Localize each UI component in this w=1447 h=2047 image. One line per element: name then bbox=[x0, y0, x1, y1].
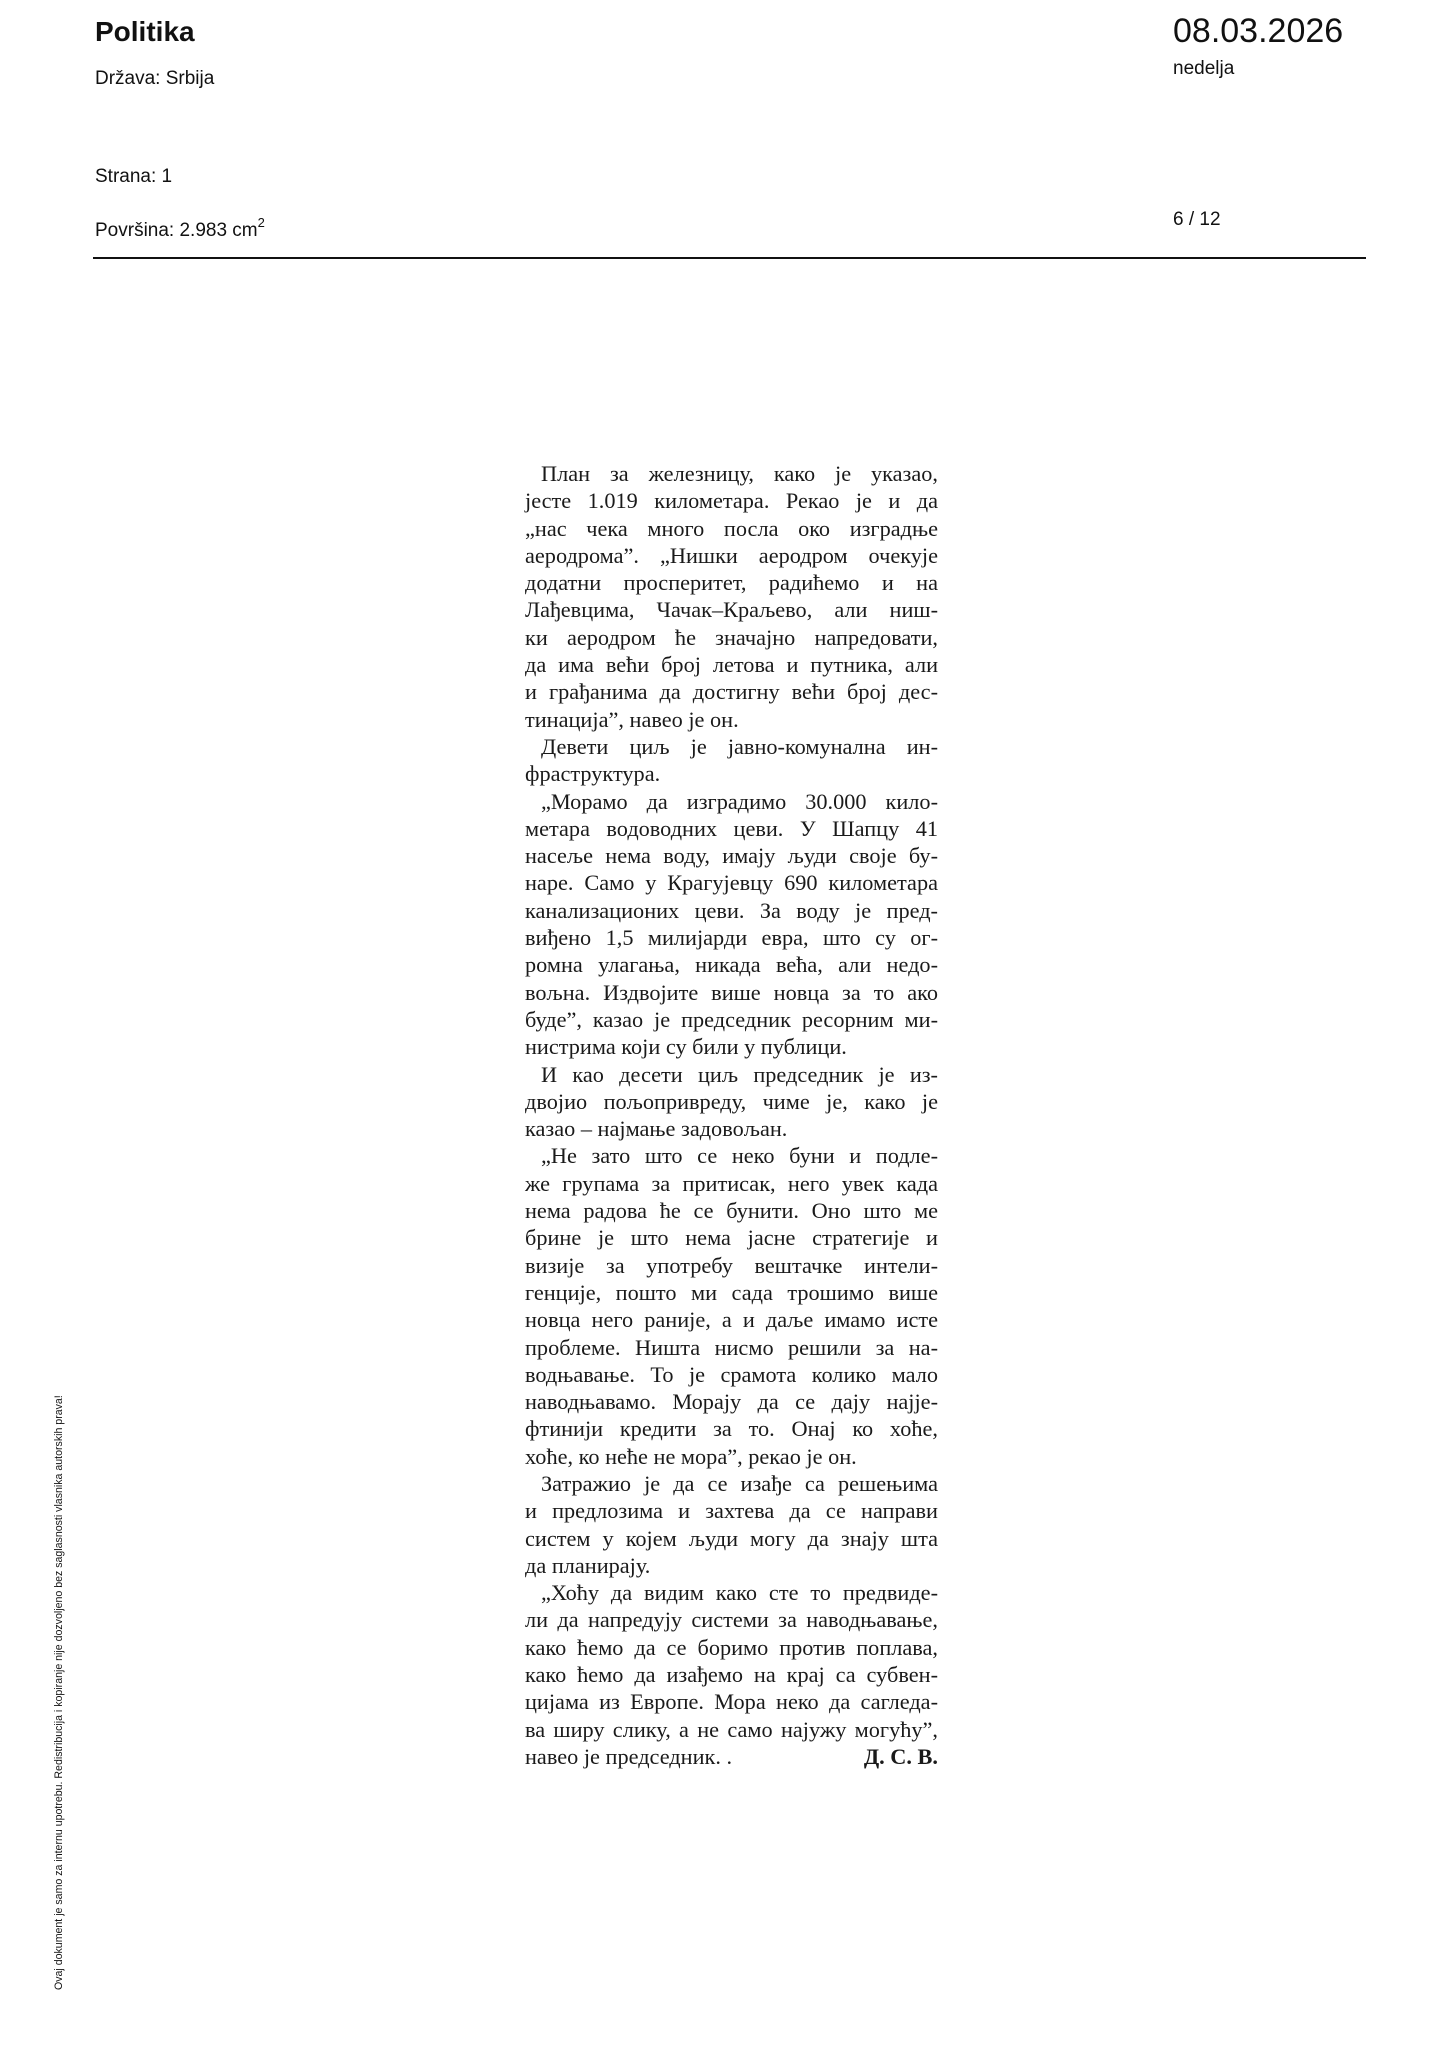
article-line: и грађанима да достигну већи број дес- bbox=[525, 679, 938, 705]
article-paragraph bbox=[525, 460, 938, 733]
article-line: проблеме. Ништа нисмо решили за на- bbox=[525, 1334, 938, 1360]
header-divider bbox=[93, 257, 1366, 259]
article-body bbox=[525, 460, 938, 1770]
article-line: „Морамо да изградимо 30.000 кило- bbox=[541, 788, 938, 814]
article-line: нема радова ће се бунити. Оно што ме bbox=[525, 1198, 938, 1224]
article-line: генције, пошто ми сада трошимо више bbox=[525, 1279, 938, 1305]
article-line: цијама из Европе. Мора неко да сагледа- bbox=[525, 1689, 938, 1715]
copyright-disclaimer: Ovaj dokument je samo za internu upotrebu. Redistribucija i kopiranje nije dozvoljeno bez saglasnosti vlasnika autorskih prava! bbox=[53, 1395, 65, 1990]
article-line: водњавање. То је срамота колико мало bbox=[525, 1361, 938, 1387]
article-line: „нас чека много посла око изградње bbox=[525, 515, 938, 541]
article-line: И као десети циљ председник је из- bbox=[541, 1061, 938, 1087]
article-line: казао – најмање задовољан. bbox=[525, 1116, 788, 1142]
page-number-label: Strana: 1 bbox=[95, 166, 173, 187]
article-line: како ћемо да изађемо на крај са субвен- bbox=[525, 1662, 938, 1688]
article-paragraph bbox=[525, 1470, 938, 1579]
article-paragraph bbox=[525, 788, 938, 1061]
article-line: да има већи број летова и путника, али bbox=[525, 652, 938, 678]
article-line: же групама за притисак, него увек када bbox=[525, 1170, 938, 1196]
article-line: аеродрома”. „Нишки аеродром очекује bbox=[525, 542, 938, 568]
article-line: јесте 1.019 километара. Рекао је и да bbox=[525, 488, 938, 514]
article-line: ки аеродром ће значајно напредовати, bbox=[525, 624, 938, 650]
article-line: буде”, казао је председник ресорним ми- bbox=[525, 1006, 938, 1032]
article-line: и предлозима и захтева да се направи bbox=[525, 1498, 938, 1524]
article-line: „Хоћу да видим како сте то предвиде- bbox=[541, 1580, 938, 1606]
article-line: ромна улагања, никада већа, али недо- bbox=[525, 952, 938, 978]
article-paragraph bbox=[525, 1142, 938, 1470]
article-closing-text: навео је председник. . bbox=[525, 1743, 733, 1769]
article-line: како ћемо да се боримо против поплава, bbox=[525, 1634, 938, 1660]
article-line: двојио пољопривреду, чиме је, како је bbox=[525, 1088, 938, 1114]
article-line: насеље нема воду, имају људи своје бу- bbox=[525, 843, 938, 869]
article-line: „Не зато што се неко буни и подле- bbox=[541, 1143, 938, 1169]
article-line: План за железницу, како је указао, bbox=[541, 461, 938, 486]
article-line: ли да напредују системи за наводњавање, bbox=[525, 1607, 938, 1633]
article-line: Девети циљ је јавно-комунална ин- bbox=[541, 733, 938, 759]
author-signature: Д. С. В. bbox=[863, 1743, 938, 1769]
article-line: новца него раније, а и даље имамо исте bbox=[525, 1307, 938, 1333]
article-line: систем у којем људи могу да знају шта bbox=[525, 1525, 938, 1551]
area-exponent: 2 bbox=[257, 215, 265, 230]
article-line: хоће, ко неће не мора”, рекао је он. bbox=[525, 1443, 857, 1469]
article-line: канализационих цеви. За воду је пред- bbox=[525, 897, 938, 923]
article-line: додатни просперитет, радићемо и на bbox=[525, 570, 938, 596]
article-paragraph bbox=[525, 1061, 938, 1143]
article-paragraph bbox=[525, 1579, 938, 1770]
article-line: Затражио је да се изађе са решењима bbox=[541, 1470, 938, 1496]
article-line: виђено 1,5 милијарди евра, што су ог- bbox=[525, 925, 938, 951]
article-closing-line bbox=[525, 1743, 938, 1770]
article-line: наре. Само у Крагујевцу 690 километара bbox=[525, 870, 938, 896]
area-text: Površina: 2.983 cm bbox=[95, 220, 258, 241]
article-line: наводњавамо. Морају да се дају најје- bbox=[525, 1389, 938, 1415]
document-pager: 6 / 12 bbox=[1173, 209, 1221, 230]
article-line: тинација”, навео је он. bbox=[525, 706, 739, 732]
article-line: нистрима који су били у публици. bbox=[525, 1034, 847, 1060]
issue-date: 08.03.2026 bbox=[1173, 12, 1344, 50]
issue-weekday: nedelja bbox=[1173, 58, 1235, 79]
article-line: фраструктура. bbox=[525, 761, 661, 787]
article-line: брине је што нема јасне стратегије и bbox=[525, 1225, 938, 1251]
article-line: вољна. Издвојите више новца за то ако bbox=[525, 979, 938, 1005]
article-paragraph bbox=[525, 733, 938, 788]
article-line: да планирају. bbox=[525, 1552, 651, 1578]
article-line: метара водоводних цеви. У Шапцу 41 bbox=[525, 815, 938, 841]
area-label bbox=[95, 215, 265, 242]
article-line: ва ширу слику, а не само најужу могућу”, bbox=[525, 1716, 938, 1742]
article-line: визије за употребу вештачке интели- bbox=[525, 1252, 938, 1278]
article-line: фтинији кредити за то. Онај ко хоће, bbox=[525, 1416, 938, 1442]
publication-name: Politika bbox=[95, 16, 195, 47]
article-line: Лађевцима, Чачак–Краљево, али ниш- bbox=[525, 597, 938, 623]
country-label: Država: Srbija bbox=[95, 68, 215, 89]
